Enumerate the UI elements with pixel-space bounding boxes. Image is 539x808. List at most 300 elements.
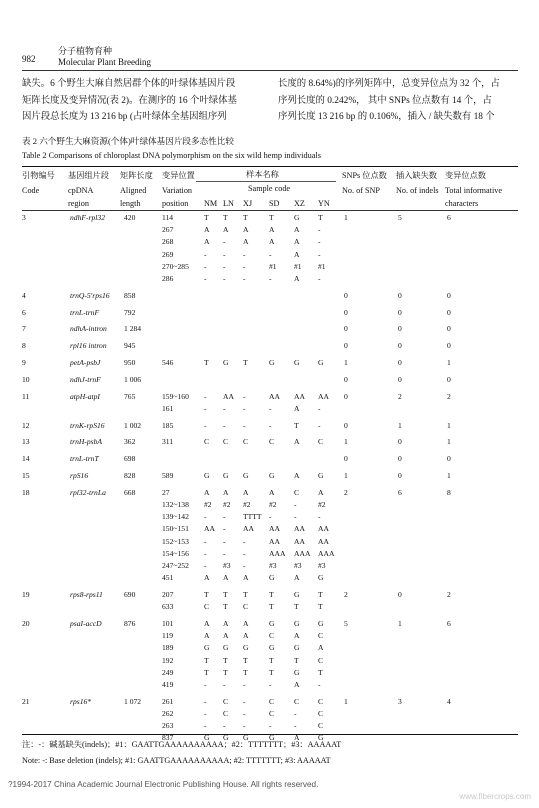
sample-base-ln: - [223, 403, 226, 413]
sample-base-xz: A [294, 573, 300, 583]
sample-base-sd: T [269, 667, 274, 677]
row-snp-count: 0 [344, 420, 348, 430]
body-line: 矩阵长度及变异情况(表 2)。在测序的 16 个叶绿体基 [22, 95, 237, 106]
sample-base-sd: G [269, 573, 275, 583]
row-total-count: 1 [447, 471, 451, 480]
row-length: 362 [124, 437, 136, 447]
sample-base-nm: A [204, 619, 210, 628]
sample-base-sd: #1 [269, 261, 277, 271]
row-code: 20 [22, 619, 30, 628]
row-region: ndhF-rpl32 [70, 213, 106, 222]
sample-base-xj: A [243, 225, 249, 235]
row-code: 15 [22, 471, 30, 480]
sample-base-xz: A [294, 249, 300, 259]
sample-base-xj: T [243, 358, 248, 367]
sample-base-yn: G [318, 358, 324, 367]
row-indel-count: 0 [398, 307, 402, 317]
sample-base-xz: A [294, 274, 300, 283]
sample-base-xz: AA [294, 536, 305, 546]
sample-base-xz: - [294, 721, 297, 731]
sample-base-yn: T [318, 590, 323, 599]
variation-position: 589 [162, 471, 174, 480]
sample-base-sd: T [269, 602, 274, 612]
row-indel-count: 0 [398, 437, 402, 447]
sample-base-yn: - [318, 420, 321, 430]
header-position-cn: 变异位置 [162, 171, 195, 180]
sample-base-yn: AAA [318, 548, 335, 558]
sample-base-yn: G [318, 619, 324, 628]
sample-base-xj: T [243, 667, 248, 677]
row-region: petA-psbJ [70, 358, 101, 367]
variation-position: 451 [162, 573, 174, 583]
sample-base-yn: T [318, 602, 323, 612]
sample-base-yn: C [318, 696, 324, 706]
sample-base-xj: A [243, 487, 249, 497]
sample-base-nm: - [204, 261, 207, 271]
sample-base-xj: T [243, 213, 248, 222]
variation-position: 161 [162, 403, 174, 413]
sample-base-nm: G [204, 643, 210, 653]
sample-base-ln: C [223, 696, 229, 706]
row-region: trnQ-5'rps16 [70, 290, 110, 300]
row-snp-count: 0 [344, 454, 348, 464]
sample-base-nm: - [204, 721, 207, 731]
variation-position: 267 [162, 225, 174, 235]
sample-base-ln: G [223, 733, 229, 743]
sample-base-sd: A [269, 225, 275, 235]
sample-base-nm: - [204, 680, 207, 689]
sample-base-xz: G [294, 213, 300, 222]
variation-position: 132~138 [162, 500, 189, 509]
variation-position: 114 [162, 213, 174, 222]
variation-position: 269 [162, 249, 174, 259]
sample-base-nm: G [204, 471, 210, 480]
row-snp-count: 0 [344, 290, 348, 300]
sample-base-sd: G [269, 619, 275, 628]
row-snp-count: 1 [344, 213, 348, 222]
sample-code-yn: YN [318, 199, 330, 208]
variation-position: 27 [162, 487, 170, 497]
journal-title-en: Molecular Plant Breeding [58, 57, 151, 67]
sample-base-yn: AA [318, 391, 329, 401]
body-line: 长度的 8.64%)的序列矩阵中，总变异位点为 32 个，占 [278, 79, 500, 89]
sample-base-xz: AA [294, 524, 305, 534]
table-caption-en: Table 2 Comparisons of chloroplast DNA polymorphism on the six wild hemp individuals [22, 151, 322, 160]
sample-base-sd: T [269, 213, 274, 222]
sample-base-xz: C [294, 696, 300, 706]
sample-base-xz: - [294, 500, 297, 509]
sample-base-yn: A [318, 487, 324, 497]
sample-base-sd: C [269, 631, 275, 641]
sample-base-xj: - [243, 709, 246, 718]
variation-position: 185 [162, 420, 174, 430]
sample-base-xz: A [294, 680, 300, 689]
row-total-count: 0 [447, 454, 451, 464]
sample-base-nm: T [204, 590, 209, 599]
sample-base-sd: A [269, 237, 275, 247]
header-code-cn: 引物编号 [22, 171, 55, 180]
variation-position: 837 [162, 733, 174, 743]
sample-base-sd: AAA [269, 548, 286, 558]
row-region: rps8-rps11 [70, 590, 103, 599]
sample-base-yn: G [318, 573, 324, 583]
row-indel-count: 0 [398, 471, 402, 480]
sample-base-nm: - [204, 561, 207, 570]
sample-base-yn: - [318, 403, 321, 413]
body-line: 序列长度 13 216 bp 的 0.106%，插入 / 缺失数有 18 个 [278, 112, 495, 122]
row-total-count: 2 [447, 391, 451, 401]
sample-base-xj: A [243, 619, 249, 628]
sample-base-yn: - [318, 512, 321, 522]
header-total-cn: 变异位点数 [445, 171, 486, 180]
row-length: 1 072 [124, 696, 142, 706]
sample-base-xj: A [243, 573, 249, 583]
sample-base-xz: T [294, 420, 299, 430]
sample-base-ln: T [223, 667, 228, 677]
sample-base-sd: C [269, 709, 275, 718]
sample-base-yn: C [318, 709, 324, 718]
sample-base-nm: #2 [204, 500, 212, 509]
row-code: 21 [22, 696, 30, 706]
header-region-en-2: region [68, 199, 89, 208]
row-code: 8 [22, 341, 26, 351]
row-snp-count: 5 [344, 619, 348, 628]
body-text-right-column [278, 76, 500, 126]
sample-base-xz: #1 [294, 261, 302, 271]
sample-base-nm: A [204, 487, 210, 497]
sample-base-sd: - [269, 721, 272, 731]
sample-base-yn: T [318, 213, 323, 222]
sample-base-nm: - [204, 548, 207, 558]
table-note-cn: 注：-：碱基缺失(indels)；#1：GAATTGAAAAAAAAAA；#2：TTTTTTT；#3：AAAAAT [22, 740, 342, 749]
row-total-count: 1 [447, 358, 451, 367]
variation-position: 119 [162, 631, 174, 641]
row-region: ndhA-intron [70, 324, 107, 334]
table-caption-cn: 表 2 六个野生大麻资源(个体)叶绿体基因片段多态性比较 [22, 136, 234, 146]
sample-base-nm: C [204, 437, 210, 447]
sample-base-xj: G [243, 643, 249, 653]
sample-base-nm: - [204, 391, 207, 401]
row-indel-count: 0 [398, 290, 402, 300]
sample-base-ln: - [223, 680, 226, 689]
row-snp-count: 0 [344, 391, 348, 401]
row-code: 6 [22, 307, 26, 317]
row-region: trnK-rpS16 [70, 420, 105, 430]
row-snp-count: 2 [344, 487, 348, 497]
row-total-count: 0 [447, 290, 451, 300]
header-position-en: Variation [162, 186, 193, 195]
row-total-count: 0 [447, 324, 451, 334]
row-region: psaI-accD [70, 619, 102, 628]
sample-base-nm: A [204, 237, 210, 247]
row-indel-count: 6 [398, 487, 402, 497]
sample-base-ln: - [223, 524, 226, 534]
sample-base-yn: - [318, 225, 321, 235]
row-length: 1 002 [124, 420, 142, 430]
sample-base-xz: - [294, 512, 297, 522]
sample-base-ln: G [223, 643, 229, 653]
row-snp-count: 1 [344, 358, 348, 367]
sample-base-ln: G [223, 471, 229, 480]
variation-position: 159~160 [162, 391, 189, 401]
sample-base-ln: - [223, 261, 226, 271]
sample-base-xj: G [243, 471, 249, 480]
sample-base-ln: A [223, 487, 229, 497]
header-sample-en: Sample code [248, 184, 291, 193]
sample-base-yn: - [318, 274, 321, 283]
row-length: 1 284 [124, 324, 142, 334]
sample-base-nm: C [204, 602, 210, 612]
sample-base-sd: AA [269, 524, 280, 534]
table-note-en: Note: -: Base deletion (indels); #1: GAATTGAAAAAAAAAA; #2: TTTTTTT; #3: AAAAAT [22, 756, 331, 765]
sample-base-ln: - [223, 274, 226, 283]
sample-base-ln: - [223, 249, 226, 259]
sample-base-sd: - [269, 680, 272, 689]
journal-title-cn: 分子植物育种 [58, 46, 113, 56]
row-code: 10 [22, 374, 30, 384]
sample-base-nm: T [204, 213, 209, 222]
sample-base-sd: G [269, 643, 275, 653]
row-snp-count: 0 [344, 307, 348, 317]
variation-position: 139~142 [162, 512, 189, 522]
sample-base-xz: G [294, 643, 300, 653]
row-indel-count: 3 [398, 696, 402, 706]
row-length: 765 [124, 391, 136, 401]
sample-base-xj: TTTT [243, 512, 262, 522]
sample-base-sd: T [269, 655, 274, 665]
row-indel-count: 1 [398, 619, 402, 628]
variation-position: 247~252 [162, 561, 189, 570]
sample-base-ln: - [223, 237, 226, 247]
header-region-en: cpDNA [68, 186, 94, 195]
variation-position: 207 [162, 590, 174, 599]
sample-base-xj: G [243, 733, 249, 743]
row-indel-count: 0 [398, 590, 402, 599]
variation-position: 268 [162, 237, 174, 247]
sample-base-xz: AA [294, 391, 305, 401]
row-total-count: 0 [447, 341, 451, 351]
sample-base-yn: C [318, 631, 324, 641]
sample-base-ln: - [223, 420, 226, 430]
row-total-count: 6 [447, 619, 451, 628]
sample-base-xz: G [294, 667, 300, 677]
row-snp-count: 1 [344, 696, 348, 706]
variation-position: 150~151 [162, 524, 189, 534]
sample-base-ln: T [223, 602, 228, 612]
row-code: 4 [22, 290, 26, 300]
sample-code-sd: SD [269, 199, 280, 208]
sample-base-xz: A [294, 403, 300, 413]
variation-position: 633 [162, 602, 174, 612]
row-region: trnL-trnT [70, 454, 99, 464]
variation-position: 154~156 [162, 548, 189, 558]
row-region: rpl16 intron [70, 341, 107, 351]
body-line: 缺失。6 个野生大麻自然居群个体的叶绿体基因片段 [22, 79, 236, 89]
sample-base-ln: A [223, 631, 229, 641]
sample-base-xj: - [243, 274, 246, 283]
sample-base-xj: AA [243, 524, 254, 534]
sample-base-ln: - [223, 721, 226, 731]
sample-base-sd: - [269, 249, 272, 259]
sample-base-xj: - [243, 420, 246, 430]
row-code: 11 [22, 391, 30, 401]
row-total-count: 8 [447, 487, 451, 497]
row-code: 13 [22, 437, 30, 447]
sample-base-xz: T [294, 602, 299, 612]
sample-base-nm: - [204, 536, 207, 546]
row-length: 668 [124, 487, 136, 497]
watermark-text: www.fibercrops.com [459, 792, 531, 801]
sample-base-yn: C [318, 721, 324, 731]
sample-base-xz: A [294, 733, 300, 743]
variation-position: 286 [162, 274, 174, 283]
row-snp-count: 1 [344, 471, 348, 480]
sample-base-xj: - [243, 261, 246, 271]
row-code: 12 [22, 420, 30, 430]
header-rule [22, 70, 518, 71]
sample-base-xj: C [243, 437, 249, 447]
sample-header-rule [196, 181, 336, 182]
sample-base-nm: - [204, 403, 207, 413]
body-line: 序列长度的 0.242%， 其中 SNPs 位点数有 14 个，占 [278, 95, 492, 106]
row-region: trnL-trnF [70, 307, 100, 317]
row-total-count: 0 [447, 374, 451, 384]
sample-base-nm: - [204, 709, 207, 718]
sample-base-sd: C [269, 696, 275, 706]
header-length-en: Aligned [120, 186, 147, 195]
page-number: 982 [22, 54, 36, 64]
header-total-en: Total informative [445, 186, 502, 195]
sample-base-yn: A [318, 643, 324, 653]
sample-code-xj: XJ [243, 199, 253, 208]
variation-position: 249 [162, 667, 174, 677]
row-region: rpS16 [70, 471, 89, 480]
header-length-en-2: length [120, 199, 141, 208]
row-total-count: 1 [447, 420, 451, 430]
variation-position: 101 [162, 619, 174, 628]
row-indel-count: 0 [398, 454, 402, 464]
sample-base-xz: T [294, 655, 299, 665]
header-total-en-2: characters [445, 199, 479, 208]
sample-base-sd: G [269, 471, 275, 480]
sample-base-xj: A [243, 631, 249, 641]
sample-base-xz: G [294, 619, 300, 628]
sample-base-yn: #1 [318, 261, 326, 271]
row-length: 792 [124, 307, 136, 317]
row-indel-count: 0 [398, 374, 402, 384]
sample-base-nm: T [204, 655, 209, 665]
sample-base-ln: - [223, 548, 226, 558]
row-code: 18 [22, 487, 30, 497]
row-total-count: 1 [447, 437, 451, 447]
sample-base-xj: - [243, 249, 246, 259]
sample-base-sd: #2 [269, 500, 277, 509]
sample-base-yn: - [318, 237, 321, 247]
sample-base-nm: - [204, 420, 207, 430]
sample-base-sd: AA [269, 536, 280, 546]
row-length: 420 [124, 213, 136, 222]
row-code: 9 [22, 358, 26, 367]
row-snp-count: 0 [344, 324, 348, 334]
sample-base-yn: G [318, 471, 324, 480]
sample-base-sd: C [269, 437, 275, 447]
sample-base-xj: - [243, 548, 246, 558]
sample-base-xz: A [294, 471, 300, 480]
header-indels-cn: 插入缺失数 [396, 171, 437, 180]
table-header-rule [22, 210, 518, 211]
sample-base-ln: - [223, 536, 226, 546]
row-indel-count: 0 [398, 358, 402, 367]
sample-code-xz: XZ [294, 199, 305, 208]
sample-base-ln: A [223, 619, 229, 628]
sample-base-nm: A [204, 573, 210, 583]
sample-base-yn: C [318, 437, 324, 447]
sample-base-xj: T [243, 655, 248, 665]
sample-base-xj: - [243, 721, 246, 731]
body-text-left-column [22, 76, 237, 126]
sample-base-ln: C [223, 437, 229, 447]
sample-base-nm: AA [204, 524, 215, 534]
sample-base-nm: T [204, 358, 209, 367]
row-region: atpH-atpI [70, 391, 100, 401]
sample-base-nm: A [204, 631, 210, 641]
sample-base-xz: AAA [294, 548, 311, 558]
sample-base-ln: C [223, 709, 229, 718]
header-indels-en: No. of indels [396, 186, 439, 195]
sample-base-ln: A [223, 573, 229, 583]
row-length: 828 [124, 471, 136, 480]
body-line: 因片段总长度为 13 216 bp (占叶绿体全基因组序列 [22, 112, 227, 122]
header-region-cn: 基因组片段 [68, 171, 109, 180]
header-position-en-2: position [162, 199, 189, 208]
sample-base-xz: C [294, 487, 300, 497]
row-snp-count: 0 [344, 341, 348, 351]
row-total-count: 0 [447, 307, 451, 317]
row-code: 7 [22, 324, 26, 334]
sample-base-xj: - [243, 561, 246, 570]
sample-base-ln: - [223, 512, 226, 522]
row-code: 19 [22, 590, 30, 599]
sample-base-sd: - [269, 512, 272, 522]
variation-position: 311 [162, 437, 174, 447]
row-length: 950 [124, 358, 136, 367]
sample-base-xj: - [243, 391, 246, 401]
sample-base-ln: T [223, 655, 228, 665]
sample-base-xz: G [294, 590, 300, 599]
sample-base-sd: G [269, 733, 275, 743]
sample-base-nm: T [204, 667, 209, 677]
sample-base-xj: C [243, 602, 249, 612]
sample-base-ln: T [223, 213, 228, 222]
row-indel-count: 1 [398, 420, 402, 430]
row-snp-count: 1 [344, 437, 348, 447]
header-length-cn: 矩阵长度 [120, 171, 153, 180]
sample-base-ln: G [223, 358, 229, 367]
sample-base-sd: - [269, 274, 272, 283]
variation-position: 189 [162, 643, 174, 653]
sample-base-yn: AA [318, 524, 329, 534]
variation-position: 262 [162, 709, 174, 718]
sample-base-nm: G [204, 733, 210, 743]
row-length: 945 [124, 341, 136, 351]
variation-position: 192 [162, 655, 174, 665]
row-length: 858 [124, 290, 136, 300]
row-length: 698 [124, 454, 136, 464]
sample-base-nm: A [204, 225, 210, 235]
header-sample-cn: 样本名称 [246, 170, 279, 179]
row-length: 1 006 [124, 374, 142, 384]
row-indel-count: 2 [398, 391, 402, 401]
